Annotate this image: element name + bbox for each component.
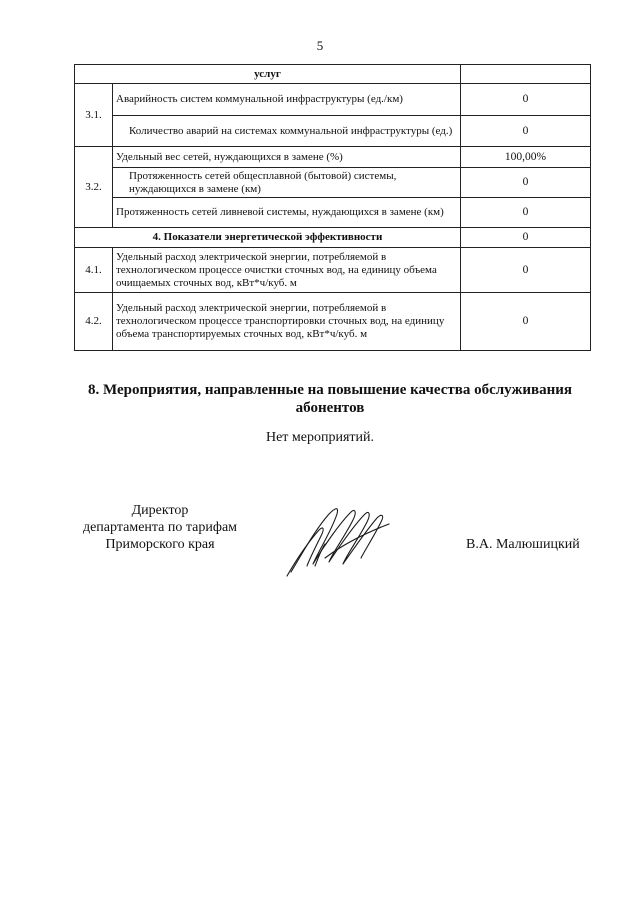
value-cell: 0 — [461, 116, 591, 147]
indicators-table — [74, 64, 591, 351]
indicator-cell: Аварийность систем коммунальной инфраструктуры (ед./км) — [113, 84, 461, 116]
table-row — [75, 84, 591, 116]
row-number: 3.1. — [75, 84, 113, 147]
table-row — [75, 168, 591, 198]
page-number: 5 — [316, 38, 324, 53]
signer-position — [60, 502, 260, 553]
handwritten-signature — [285, 500, 395, 578]
value-cell: 0 — [461, 293, 591, 351]
table-header-cell: услуг — [75, 65, 461, 84]
row-number: 4.1. — [75, 248, 113, 293]
table-header-row — [75, 65, 591, 84]
table-row — [75, 198, 591, 228]
table-row — [75, 147, 591, 168]
section-body: Нет мероприятий. — [265, 430, 375, 445]
value-cell: 0 — [461, 84, 591, 116]
indicator-cell: Удельный вес сетей, нуждающихся в замене (%) — [113, 147, 461, 168]
value-cell: 0 — [461, 198, 591, 228]
section-header: 4. Показатели энергетической эффективности — [75, 228, 461, 248]
table-header-value — [461, 65, 591, 84]
value-cell: 0 — [461, 168, 591, 198]
value-cell: 100,00% — [461, 147, 591, 168]
indicator-cell: Протяженность сетей ливневой системы, нуждающихся в замене (км) — [113, 198, 461, 228]
table-row — [75, 116, 591, 147]
value-cell: 0 — [461, 228, 591, 248]
indicator-cell: Количество аварий на системах коммунальной инфраструктуры (ед.) — [113, 116, 461, 147]
indicator-cell: Удельный расход электрической энергии, потребляемой в технологическом процессе очистки сточных вод, на единицу объема очищаемых сточных вод, кВт*ч/куб. м — [113, 248, 461, 293]
indicator-cell: Удельный расход электрической энергии, потребляемой в технологическом процессе транспортировки сточных вод, на единицу объема транспортируемых сточных вод, кВт*ч/куб. м — [113, 293, 461, 351]
table-row — [75, 248, 591, 293]
value-cell: 0 — [461, 248, 591, 293]
row-number: 4.2. — [75, 293, 113, 351]
signer-department: департамента по тарифам — [82, 520, 238, 535]
section-title: 8. Мероприятия, направленные на повышение качества обслуживания абонентов — [87, 382, 572, 416]
signer-region: Приморского края — [105, 537, 215, 552]
signer-title: Директор — [131, 503, 189, 518]
row-number: 3.2. — [75, 147, 113, 228]
indicator-cell: Протяженность сетей общесплавной (бытовой) системы, нуждающихся в замене (км) — [113, 168, 461, 198]
signer-name: В.А. Малюшицкий — [466, 537, 580, 552]
section-header-row — [75, 228, 591, 248]
table-row — [75, 293, 591, 351]
